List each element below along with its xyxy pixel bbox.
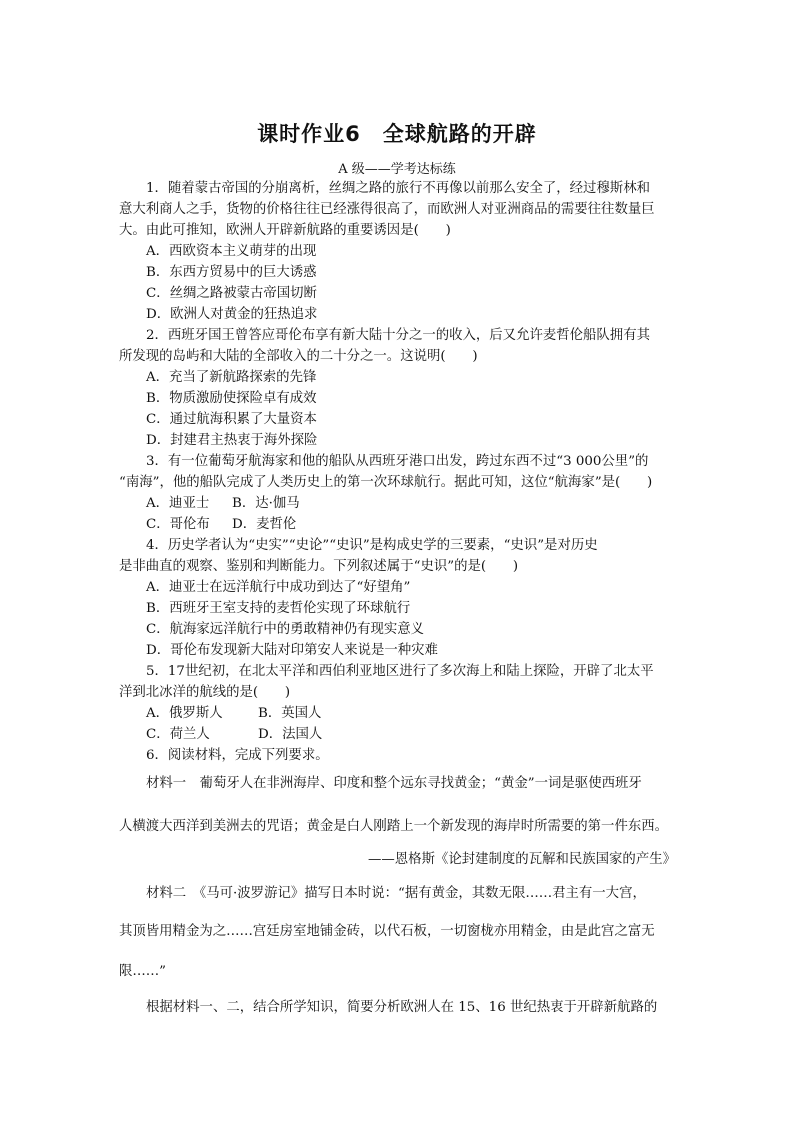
material-2-line: 其顶皆用精金为之……宫廷房室地铺金砖，以代石板，一切窗栊亦用精金，由是此宫之富无 — [119, 924, 655, 939]
q5-option-a: A．俄罗斯人 — [146, 706, 223, 721]
q5-option-c: C．荷兰人 — [146, 727, 210, 742]
q2-option-a: A．充当了新航路探索的先锋 — [146, 370, 317, 385]
q3-option-a: A．迪亚士 — [146, 496, 210, 511]
q3-options-row-1 — [119, 493, 685, 514]
q5-option-b: B．英国人 — [258, 706, 322, 721]
q3-line: “南海”，他的船队完成了人类历史上的第一次环球航行。据此可知，这位“航海家”是( ) — [119, 475, 653, 490]
q1-option-d: D．欧洲人对黄金的狂热追求 — [146, 307, 318, 322]
q5-line: 洋到北冰洋的航线的是( ) — [119, 685, 291, 700]
q3-option-d: D．麦哲伦 — [232, 517, 297, 532]
q4-line: 4．历史学者认为“史实”“史论”“史识”是构成史学的三要素，“史识”是对历史 — [146, 538, 598, 553]
q1-line: 大。由此可推知，欧洲人开辟新航路的重要诱因是( ) — [119, 223, 451, 238]
q4-option-d: D．哥伦布发现新大陆对印第安人来说是一种灾难 — [146, 643, 438, 658]
q1-option-b: B．东西方贸易中的巨大诱惑 — [146, 265, 317, 280]
section-level-heading: A 级——学考达标练 — [338, 162, 456, 177]
q6-intro: 6．阅读材料，完成下列要求。 — [146, 748, 329, 763]
q4-option-a: A．迪亚士在远洋航行中成功到达了“好望角” — [146, 580, 411, 595]
q2-line: 所发现的岛屿和大陆的全部收入的二十分之一。这说明( ) — [119, 349, 478, 364]
material-1-line: 人横渡大西洋到美洲去的咒语；黄金是白人刚踏上一个新发现的海岸时所需要的第一件东西。 — [119, 819, 669, 834]
q5-options-row-1 — [119, 703, 685, 724]
q4-option-c: C．航海家远洋航行中的勇敢精神仍有现实意义 — [146, 622, 425, 637]
q5-line: 5．17世纪初，在北太平洋和西伯利亚地区进行了多次海上和陆上探险，开辟了北太平 — [146, 664, 654, 679]
q2-option-b: B．物质激励使探险卓有成效 — [146, 391, 317, 406]
questions-block — [119, 178, 685, 766]
q1-line: 1．随着蒙古帝国的分崩离析，丝绸之路的旅行不再像以前那么安全了，经过穆斯林和 — [146, 181, 650, 196]
q4-option-b: B．西班牙王室支持的麦哲伦实现了环球航行 — [146, 601, 411, 616]
q3-option-c: C．哥伦布 — [146, 517, 210, 532]
q2-option-d: D．封建君主热衷于海外探险 — [146, 433, 318, 448]
material-2-line: 限……” — [119, 964, 167, 979]
q4-line: 是非曲直的观察、鉴别和判断能力。下列叙述属于“史识”的是( ) — [119, 559, 519, 574]
q6-question: 根据材料一、二，结合所学知识，简要分析欧洲人在 15、16 世纪热衷于开辟新航路的 — [146, 1000, 658, 1015]
q2-line: 2．西班牙国王曾答应哥伦布享有新大陆十分之一的收入，后又允许麦哲伦船队拥有其 — [146, 328, 650, 343]
material-1-line: 材料一 葡萄牙人在非洲海岸、印度和整个远东寻找黄金；“黄金”一词是驱使西班牙 — [146, 776, 642, 791]
q3-option-b: B．达·伽马 — [232, 496, 300, 511]
q1-option-a: A．西欧资本主义萌芽的出现 — [146, 244, 317, 259]
page-title: 课时作业6 全球航路的开辟 — [257, 122, 537, 146]
q5-option-d: D．法国人 — [258, 727, 323, 742]
q3-line: 3．有一位葡萄牙航海家和他的船队从西班牙港口出发，跨过东西不过“3 000公里”的 — [146, 454, 649, 469]
material-1-source: ——恩格斯《论封建制度的瓦解和民族国家的产生》 — [368, 852, 676, 867]
material-2-line: 材料二 《马可·波罗游记》描写日本时说：“据有黄金，其数无限……君主有一大宫， — [146, 886, 646, 901]
q2-option-c: C．通过航海积累了大量资本 — [146, 412, 317, 427]
q1-option-c: C．丝绸之路被蒙古帝国切断 — [146, 286, 317, 301]
q1-line: 意大利商人之手，货物的价格往往已经涨得很高了，而欧洲人对亚洲商品的需要往往数量巨 — [119, 202, 655, 217]
q5-options-row-2 — [119, 724, 685, 745]
q3-options-row-2 — [119, 514, 685, 535]
